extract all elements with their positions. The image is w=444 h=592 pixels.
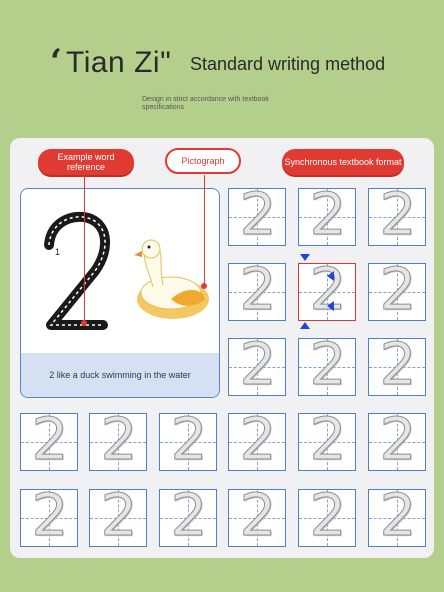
page-title: Tian Zi" — [66, 46, 172, 79]
practice-cell[interactable] — [228, 330, 286, 398]
duck-icon — [134, 240, 209, 319]
title-open-quote: ‘ — [50, 42, 62, 82]
practice-glyph: 2 — [379, 255, 417, 323]
practice-cell[interactable] — [228, 180, 286, 248]
practice-cell[interactable] — [89, 405, 147, 473]
practice-cell[interactable] — [159, 405, 217, 473]
page-description: Design in strict accordance with textbook specifications — [142, 96, 269, 111]
practice-glyph: 2 — [31, 405, 69, 473]
example-word-label — [38, 149, 134, 175]
textbook-format-label-text: Synchronous textbook format — [284, 157, 402, 167]
practice-cell[interactable] — [20, 405, 78, 473]
example-connector-dot — [81, 320, 87, 326]
practice-cell[interactable] — [228, 481, 286, 549]
practice-glyph: 2 — [239, 481, 277, 549]
pictograph-connector-line — [204, 175, 205, 287]
practice-glyph: 2 — [100, 405, 138, 473]
practice-glyph: 2 — [379, 405, 417, 473]
practice-glyph: 2 — [170, 481, 208, 549]
practice-cell[interactable] — [159, 481, 217, 549]
practice-cell[interactable] — [228, 255, 286, 323]
pictograph-connector-dot — [201, 283, 207, 289]
practice-glyph: 2 — [239, 330, 277, 398]
practice-cell[interactable] — [228, 405, 286, 473]
guide-arrow-bottom-icon — [300, 322, 310, 329]
guide-arrow-right-bottom-icon — [327, 301, 334, 311]
practice-glyph: 2 — [379, 180, 417, 248]
practice-cell[interactable] — [368, 255, 426, 323]
guide-arrow-top-icon — [300, 254, 310, 261]
practice-glyph: 2 — [309, 330, 347, 398]
example-word-label-text: Example word reference — [57, 152, 115, 172]
practice-glyph: 2 — [170, 405, 208, 473]
practice-glyph: 2 — [239, 405, 277, 473]
practice-glyph: 2 — [100, 481, 138, 549]
example-connector-line — [84, 175, 85, 323]
practice-cell[interactable] — [368, 330, 426, 398]
practice-cell[interactable] — [298, 180, 356, 248]
practice-cell[interactable] — [89, 481, 147, 549]
digit-two-shape — [49, 217, 105, 325]
reference-caption: 2 like a duck swimming in the water — [21, 353, 219, 397]
reference-panel — [20, 188, 220, 398]
practice-glyph: 2 — [239, 255, 277, 323]
practice-glyph: 2 — [31, 481, 69, 549]
practice-cell[interactable] — [368, 405, 426, 473]
reference-illustration — [21, 189, 219, 353]
pictograph-label-text: Pictograph — [181, 156, 225, 166]
practice-glyph: 2 — [309, 180, 347, 248]
practice-glyph: 2 — [379, 330, 417, 398]
practice-glyph: 2 — [239, 180, 277, 248]
stroke-number: 1 — [55, 247, 61, 257]
guide-arrow-right-top-icon — [327, 271, 334, 281]
pictograph-label — [165, 148, 241, 174]
practice-glyph: 2 — [309, 255, 347, 323]
practice-cell[interactable] — [368, 481, 426, 549]
practice-cell[interactable] — [298, 481, 356, 549]
textbook-format-label — [282, 149, 404, 175]
practice-cell[interactable] — [368, 180, 426, 248]
practice-glyph: 2 — [379, 481, 417, 549]
practice-cell[interactable] — [20, 481, 78, 549]
practice-glyph: 2 — [309, 405, 347, 473]
practice-cell[interactable] — [298, 405, 356, 473]
practice-cell[interactable] — [298, 330, 356, 398]
page-subtitle: Standard writing method — [190, 54, 386, 74]
practice-glyph: 2 — [309, 481, 347, 549]
